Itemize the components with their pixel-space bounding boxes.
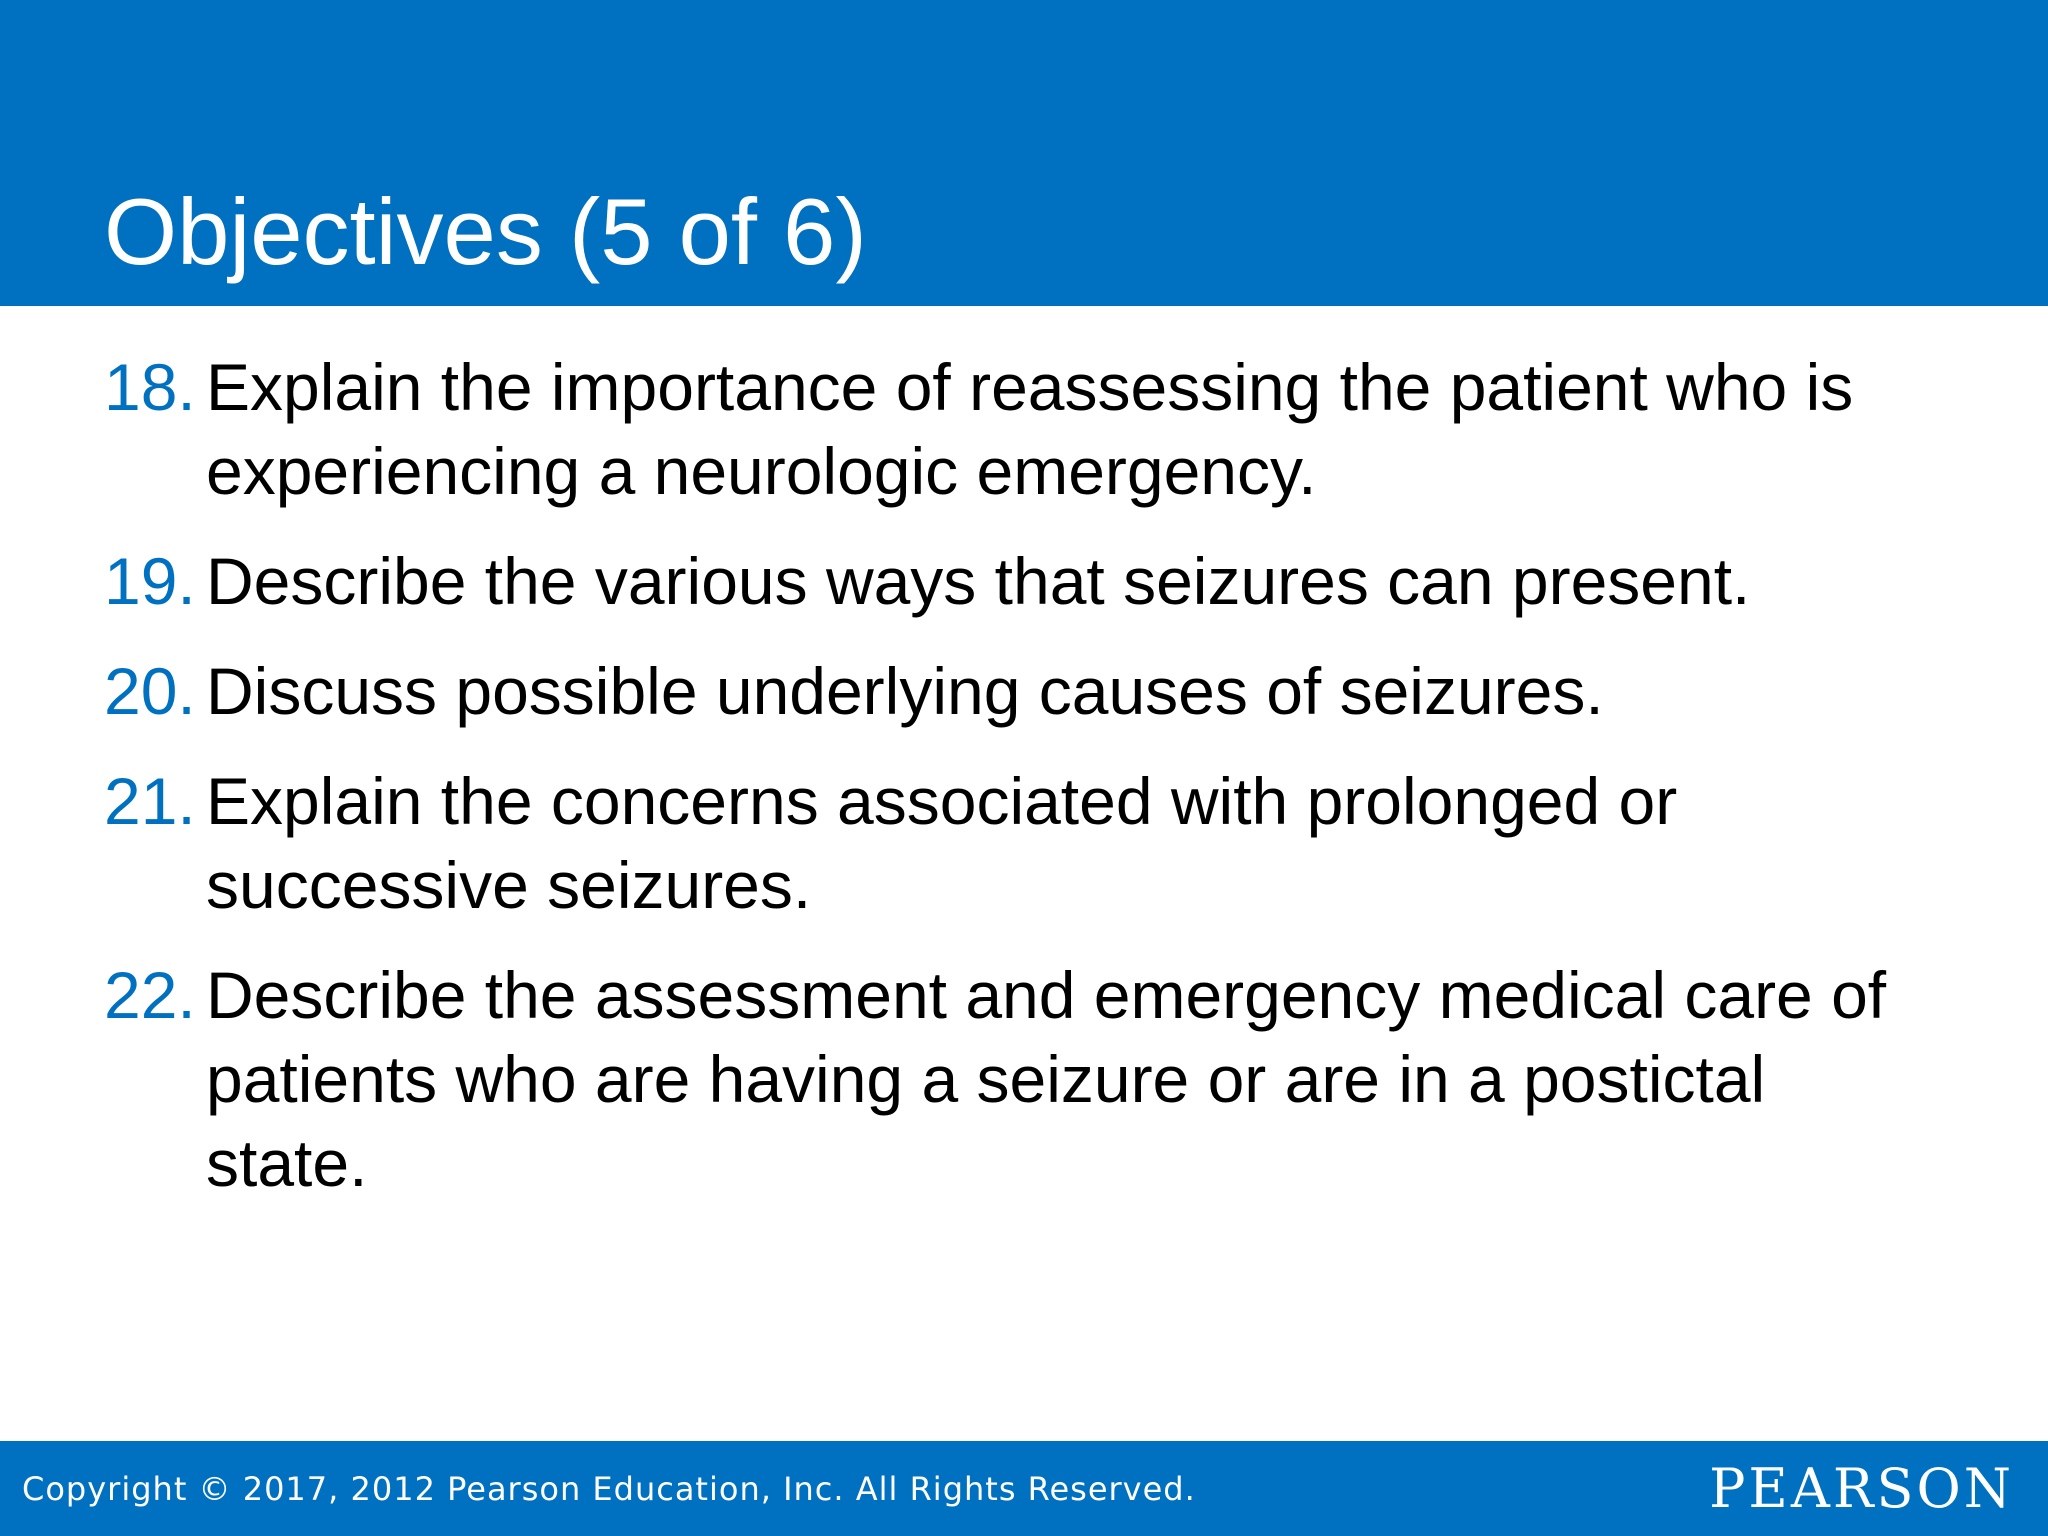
objective-item — [104, 345, 1944, 513]
objective-number: 21. — [104, 764, 196, 838]
title-bar — [0, 0, 2048, 306]
objective-item — [104, 759, 1944, 927]
objective-text: Discuss possible underlying causes of seizures. — [206, 654, 1604, 728]
objective-item — [104, 649, 1944, 733]
slide-title: Objectives (5 of 6) — [104, 179, 867, 284]
objective-number: 22. — [104, 958, 196, 1032]
objective-number: 18. — [104, 350, 196, 424]
objective-text: Describe the various ways that seizures can present. — [206, 544, 1751, 618]
objective-text: Explain the importance of reassessing the patient who is experiencing a neurologic emergency. — [206, 350, 1854, 508]
objective-text: Describe the assessment and emergency medical care of patients who are having a seizure or are in a postictal state. — [206, 958, 1887, 1200]
copyright-notice: Copyright © 2017, 2012 Pearson Education, Inc. All Rights Reserved. — [22, 1470, 1196, 1508]
objective-number: 19. — [104, 544, 196, 618]
objective-item — [104, 539, 1944, 623]
objective-item — [104, 953, 1944, 1205]
objective-text: Explain the concerns associated with prolonged or successive seizures. — [206, 764, 1678, 922]
pearson-logo: PEARSON — [1709, 1457, 2014, 1520]
logo-panel — [1709, 1441, 2048, 1536]
objectives-list — [104, 345, 1944, 1231]
objective-number: 20. — [104, 654, 196, 728]
